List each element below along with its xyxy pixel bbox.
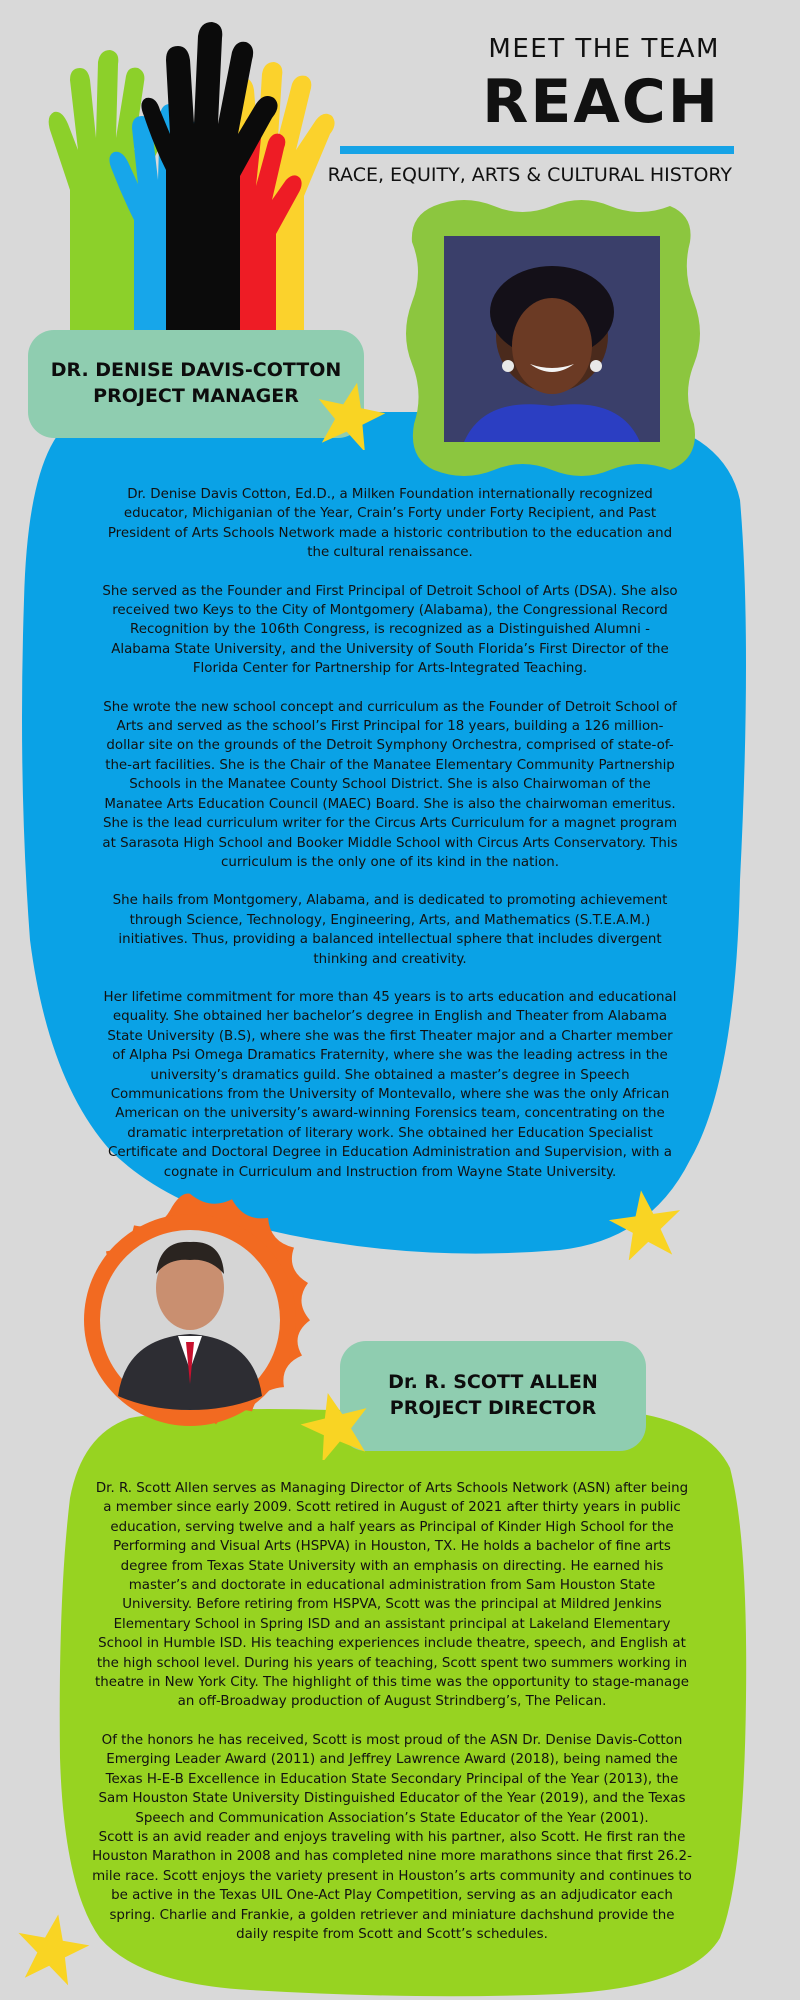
member2-nameplate xyxy=(340,1341,646,1451)
member2-name: Dr. R. SCOTT ALLEN xyxy=(388,1371,598,1394)
page-title: REACH xyxy=(482,67,720,137)
star-icon xyxy=(300,1390,372,1460)
star-icon xyxy=(314,380,386,450)
member1-photo xyxy=(404,196,700,480)
member2-bio xyxy=(92,1479,692,1963)
member1-name: DR. DENISE DAVIS-COTTON xyxy=(50,359,342,382)
member1-bio-paragraph: Dr. Denise Davis Cotton, Ed.D., a Milken Foundation internationally recognized educator, Michiganian of the Year, Crain’s Forty under Forty Recipient, and Past President of Arts Schools Network made a historic contribution to the education and the cultural renaissance. xyxy=(107,487,673,561)
member1-bio xyxy=(100,485,680,1201)
member1-role: PROJECT MANAGER xyxy=(93,385,299,407)
member1-bio-paragraph: She served as the Founder and First Principal of Detroit School of Arts (DSA). She also received two Keys to the City of Montgomery (Alabama), the Congressional Record Recognition by the 106th Congress, is recognized as a Distinguished Alumni - Alabama State University, and the University of South Florida’s First Director of the Florida Center for Partnership for Arts-Integrated Teaching. xyxy=(102,583,678,677)
member2-photo xyxy=(40,1170,340,1470)
star-icon xyxy=(14,1912,90,1986)
page-subtitle: RACE, EQUITY, ARTS & CULTURAL HISTORY xyxy=(327,164,732,186)
member2-bio-paragraph: Scott is an avid reader and enjoys traveling with his partner, also Scott. He first ran the Houston Marathon in 2008 and has completed nine more marathons since that first 26.2-mile race. Scott enjoys the variety present in Houston’s arts community and continues to be active in the Texas UIL One-Act Play Competition, serving as an adjudicator each spring. Charlie and Frankie, a golden retriever and miniature dachshund provide the daily respite from Scott and Scott’s schedules. xyxy=(92,1829,692,1942)
member1-bio-paragraph: She hails from Montgomery, Alabama, and is dedicated to promoting achievement through Science, Technology, Engineering, Arts, and Mathematics (S.T.E.A.M.) initiatives. Thus, providing a balanced intellectual sphere that includes divergent thinking and creativity. xyxy=(112,893,668,967)
raised-hands-icon xyxy=(40,20,360,340)
member2-role: PROJECT DIRECTOR xyxy=(389,1397,597,1419)
kicker-text: MEET THE TEAM xyxy=(488,34,720,64)
member1-bio-paragraph: Her lifetime commitment for more than 45 years is to arts education and educational equality. She obtained her bachelor’s degree in English and Theater from Alabama State University (B.S), where she was the first Theater major and a Charter member of Alpha Psi Omega Dramatics Fraternity, where she was the leading actress in the university’s dramatics guild. She obtained a master’s degree in Speech Communications from the University of Montevallo, where she was the only African American on the university’s award-winning Forensics team, concentrating on the dramatic interpretation of literary work. She obtained her Education Specialist Certificate and Doctoral Degree in Education Administration and Supervision, with a cognate in Curriculum and Instruction from Wayne State University. xyxy=(103,989,677,1180)
member2-bio-paragraph: Dr. R. Scott Allen serves as Managing Director of Arts Schools Network (ASN) after being a member since early 2009. Scott retired in August of 2021 after thirty years in public education, serving twelve and a half years as Principal of Kinder High School for the Performing and Visual Arts (HSPVA) in Houston, TX. He holds a bachelor of fine arts degree from Texas State University with an emphasis on directing. He earned his master’s and doctorate in educational administration from Sam Houston State University. Before retiring from HSPVA, Scott was the principal at Mildred Jenkins Elementary School in Spring ISD and an assistant principal at Lakeland Elementary School in Humble ISD. His teaching experiences include theatre, speech, and English at the high school level. During his years of teaching, Scott spent two summers working in theatre in New York City. The highlight of this time was the opportunity to stage-manage an off-Broadway production of August Strindberg’s, The Pelican. xyxy=(95,1481,689,1710)
member2-bio-paragraph: Of the honors he has received, Scott is most proud of the ASN Dr. Denise Davis-Cotton Emerging Leader Award (2011) and Jeffrey Lawrence Award (2018), being named the Texas H-E-B Excellence in Education State Secondary Principal of the Year (2013), the Sam Houston State University Distinguished Educator of the Year (2019), and the Texas Speech and Communication Association’s State Educator of the Year (2001). xyxy=(98,1732,686,1826)
member1-bio-paragraph: She wrote the new school concept and curriculum as the Founder of Detroit School of Arts and served as the school’s First Principal for 18 years, building a 126 million-dollar site on the grounds of the Detroit Symphony Orchestra, comprised of state-of-the-art facilities. She is the Chair of the Manatee Elementary Community Partnership Schools in the Manatee County School District. She is also Chairwoman of the Manatee Arts Education Council (MAEC) Board. She is also the chairwoman emeritus. She is the lead curriculum writer for the Circus Arts Curriculum for a magnet program at Sarasota High School and Booker Middle School with Circus Arts Conservatory. This curriculum is the only one of its kind in the nation. xyxy=(102,699,678,870)
star-icon xyxy=(608,1188,684,1260)
title-divider xyxy=(340,146,734,154)
